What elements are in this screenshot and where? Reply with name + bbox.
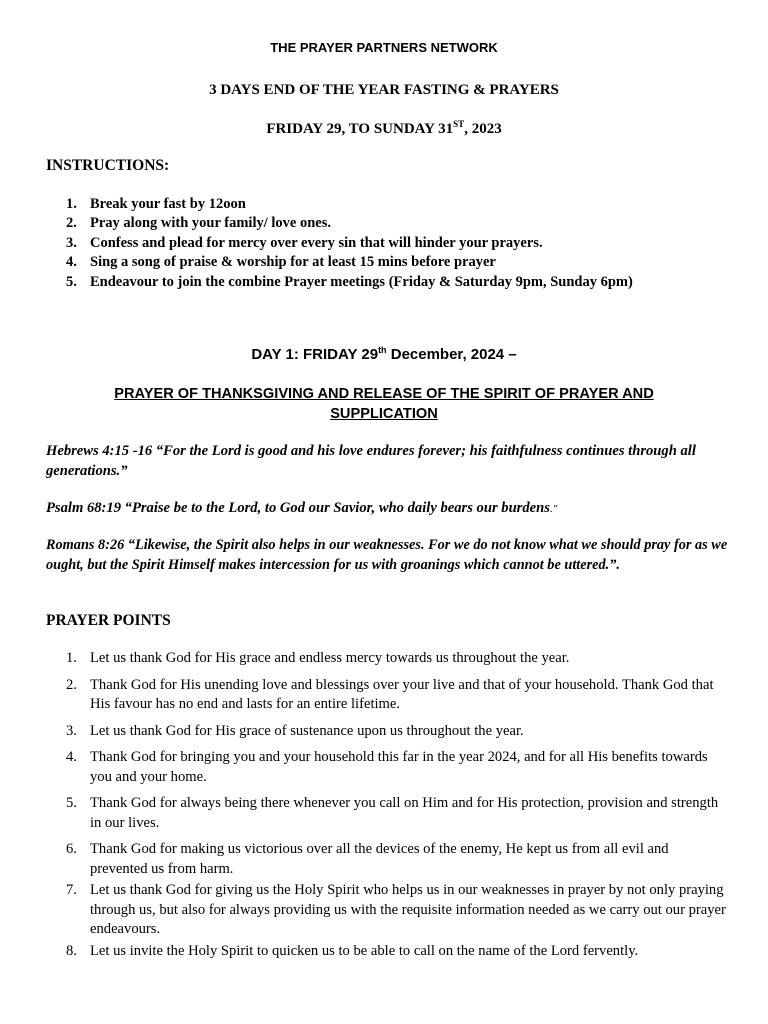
prayer-points-heading: PRAYER POINTS <box>46 612 171 629</box>
verse-hebrews: Hebrews 4:15 -16 “For the Lord is good and his love endures forever; his faithfulness continues through all generations.” <box>46 443 696 479</box>
prayer-theme: PRAYER OF THANKSGIVING AND RELEASE OF THE SPIRIT OF PRAYER AND SUPPLICATION <box>114 386 654 422</box>
list-item: 2. Pray along with your family/ love ones. <box>66 215 331 232</box>
date-range-year: , 2023 <box>464 121 502 137</box>
list-item: 3. Let us thank God for His grace of sustenance upon us throughout the year. <box>66 722 524 739</box>
date-range-main: FRIDAY 29, TO SUNDAY 31 <box>266 121 454 137</box>
list-item: 5. Thank God for always being there whenever you call on Him and for His protection, provision and strength in our lives. <box>66 795 719 831</box>
list-item: 4. Thank God for bringing you and your household this far in the year 2024, and for all His benefits towards you and your home. <box>66 749 708 785</box>
list-item: 3. Confess and plead for mercy over every sin that will hinder your prayers. <box>66 234 543 251</box>
list-item: 1. Let us thank God for His grace and endless mercy towards us throughout the year. <box>66 650 570 666</box>
instructions-list <box>66 195 756 292</box>
list-item: 7. Let us thank God for giving us the Holy Spirit who helps us in our weaknesses in prayer by not only praying through us, but also for always providing us with the requisite information needed as we carry out our prayer endeavours. <box>66 882 726 937</box>
prayer-points-list <box>66 649 726 961</box>
date-range <box>0 119 768 138</box>
instructions-heading: INSTRUCTIONS: <box>46 157 170 174</box>
verse-romans: Romans 8:26 “Likewise, the Spirit also helps in our weaknesses. For we do not know what we should pray for as we ought, but the Spirit Himself makes intercession for us with groanings which cannot be uttered.”. <box>46 537 728 573</box>
list-item: 4. Sing a song of praise & worship for at least 15 mins before prayer <box>66 254 496 271</box>
list-item: 1. Break your fast by 12oon <box>66 196 246 212</box>
list-item: 2. Thank God for His unending love and blessings over your live and that of your household. Thank God that His favour has no end and lasts for an entire lifetime. <box>66 676 714 712</box>
day-heading: DAY 1: FRIDAY 29th December, 2024 – <box>251 345 517 363</box>
list-item: 5. Endeavour to join the combine Prayer meetings (Friday & Saturday 9pm, Sunday 6pm) <box>66 273 633 290</box>
organization-name: THE PRAYER PARTNERS NETWORK <box>270 40 498 55</box>
document-title: 3 DAYS END OF THE YEAR FASTING & PRAYERS <box>209 82 559 98</box>
list-item: 6. Thank God for making us victorious over all the devices of the enemy, He kept us from all evil and prevented us from harm. <box>66 841 669 877</box>
list-item: 8. Let us invite the Holy Spirit to quicken us to be able to call on the name of the Lord fervently. <box>66 942 639 959</box>
verse-psalm: Psalm 68:19 “Praise be to the Lord, to God our Savior, who daily bears our burdens." <box>46 500 558 516</box>
date-range-suffix: ST <box>453 119 465 129</box>
